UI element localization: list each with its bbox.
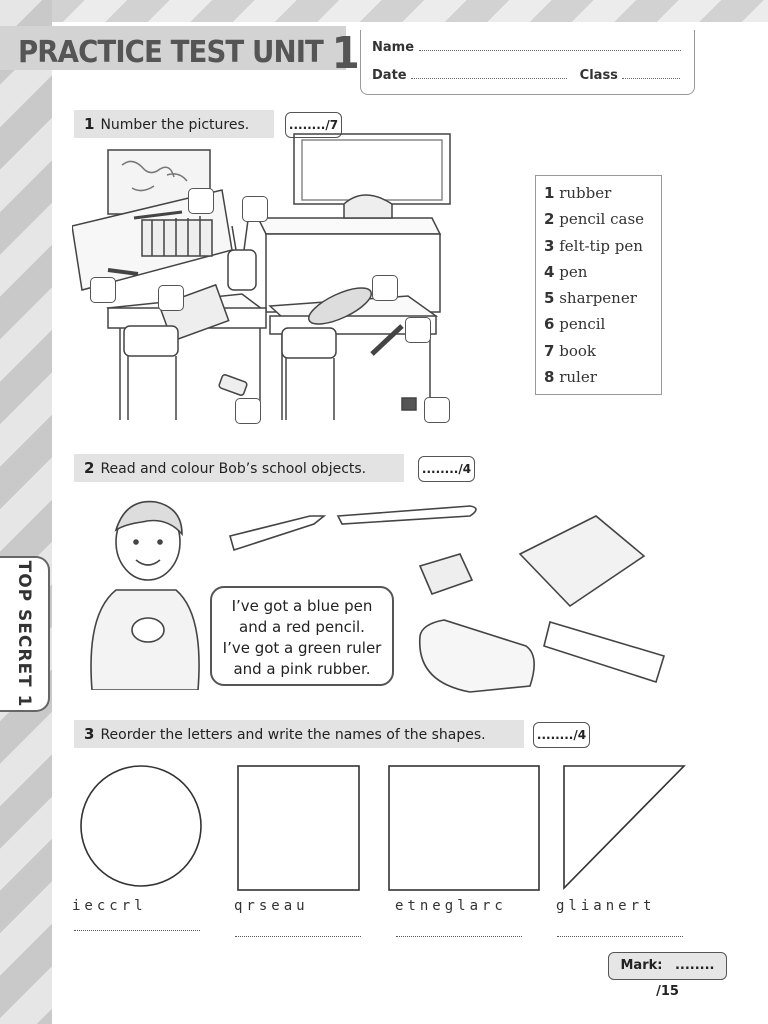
title-text: PRACTICE TEST UNIT — [18, 35, 323, 70]
section3-heading — [84, 725, 486, 743]
answer-line-4[interactable] — [557, 932, 683, 937]
pencil-object — [230, 516, 324, 550]
section3-instruction: Reorder the letters and write the names of the shapes. — [100, 727, 486, 743]
left-striped-border — [0, 0, 52, 1024]
number-box-5[interactable] — [372, 275, 398, 301]
class-field[interactable] — [622, 68, 680, 79]
rubber-object — [420, 554, 472, 594]
section1-score-box: ......../7 — [285, 112, 342, 138]
word-item: 3 felt-tip pen — [544, 236, 643, 255]
classroom-picture — [72, 130, 472, 430]
scramble-2: qrseau — [234, 898, 309, 914]
speech-bubble — [210, 586, 394, 686]
number-box-2[interactable] — [242, 196, 268, 222]
chair-right — [282, 328, 336, 358]
book-object — [520, 516, 644, 606]
total-mark-box — [608, 952, 727, 999]
word-item: 1 rubber — [544, 184, 612, 202]
scramble-4: glianert — [556, 898, 656, 914]
chair-left — [124, 326, 178, 356]
teacher-desk — [258, 218, 440, 234]
number-box-7[interactable] — [235, 398, 261, 424]
speech-line: and a pink rubber. — [233, 660, 371, 678]
number-box-3[interactable] — [90, 277, 116, 303]
speech-line: I’ve got a green ruler — [222, 639, 382, 657]
scramble-3: etneglarc — [395, 898, 507, 914]
top-striped-band — [0, 0, 768, 22]
date-class-row — [372, 68, 680, 83]
number-box-8[interactable] — [424, 397, 450, 423]
sharpener-drawing — [402, 398, 416, 410]
section2-score-box: ......../4 — [418, 456, 475, 482]
word-item: 5 sharpener — [544, 289, 637, 308]
word-item: 4 pen — [544, 262, 588, 281]
class-label: Class — [579, 68, 618, 83]
rubber-drawing — [218, 374, 247, 396]
date-field[interactable] — [411, 68, 567, 79]
shapes — [78, 760, 690, 892]
answer-line-3[interactable] — [396, 932, 522, 937]
unit-number: 1 — [331, 28, 359, 79]
scramble-1: ieccrl — [72, 898, 147, 914]
word-item: 8 ruler — [544, 368, 597, 387]
ruler-object — [544, 622, 664, 682]
section2-number: 2 — [84, 459, 95, 477]
answer-line-1[interactable] — [74, 926, 200, 931]
section2-instruction: Read and colour Bob’s school objects. — [100, 461, 367, 477]
speech-line: and a red pencil. — [239, 618, 365, 636]
speech-line: I’ve got a blue pen — [231, 597, 373, 615]
word-list — [535, 175, 662, 395]
answer-line-2[interactable] — [235, 932, 361, 937]
page-title — [18, 22, 359, 79]
section3-number: 3 — [84, 725, 95, 743]
whiteboard — [294, 134, 450, 204]
number-box-1[interactable] — [188, 188, 214, 214]
pencil-pot — [228, 250, 256, 290]
name-field[interactable] — [419, 40, 681, 51]
pen-object — [338, 506, 476, 524]
section1-number: 1 — [84, 115, 95, 133]
triangle-shape — [564, 766, 684, 888]
name-label: Name — [372, 40, 415, 55]
name-row — [372, 40, 681, 55]
word-item: 2 pencil case — [544, 210, 645, 229]
word-item: 7 book — [544, 341, 596, 360]
number-box-4[interactable] — [158, 285, 184, 311]
number-box-6[interactable] — [405, 317, 431, 343]
circle-shape — [81, 766, 201, 886]
side-tab-label: TOP SECRET 1 — [14, 560, 34, 708]
section1-instruction: Number the pictures. — [100, 117, 250, 133]
rectangle-shape — [389, 766, 539, 890]
section2-heading — [84, 459, 366, 477]
section3-score-box: ......../4 — [533, 722, 590, 748]
mark-score: ........ /15 — [656, 958, 715, 999]
word-item: 6 pencil — [544, 315, 606, 334]
mark-label: Mark: — [620, 958, 663, 973]
side-tab — [0, 556, 50, 712]
pencil-case-object — [420, 620, 534, 692]
square-shape — [238, 766, 359, 890]
bob-figure — [86, 494, 206, 690]
date-label: Date — [372, 68, 407, 83]
